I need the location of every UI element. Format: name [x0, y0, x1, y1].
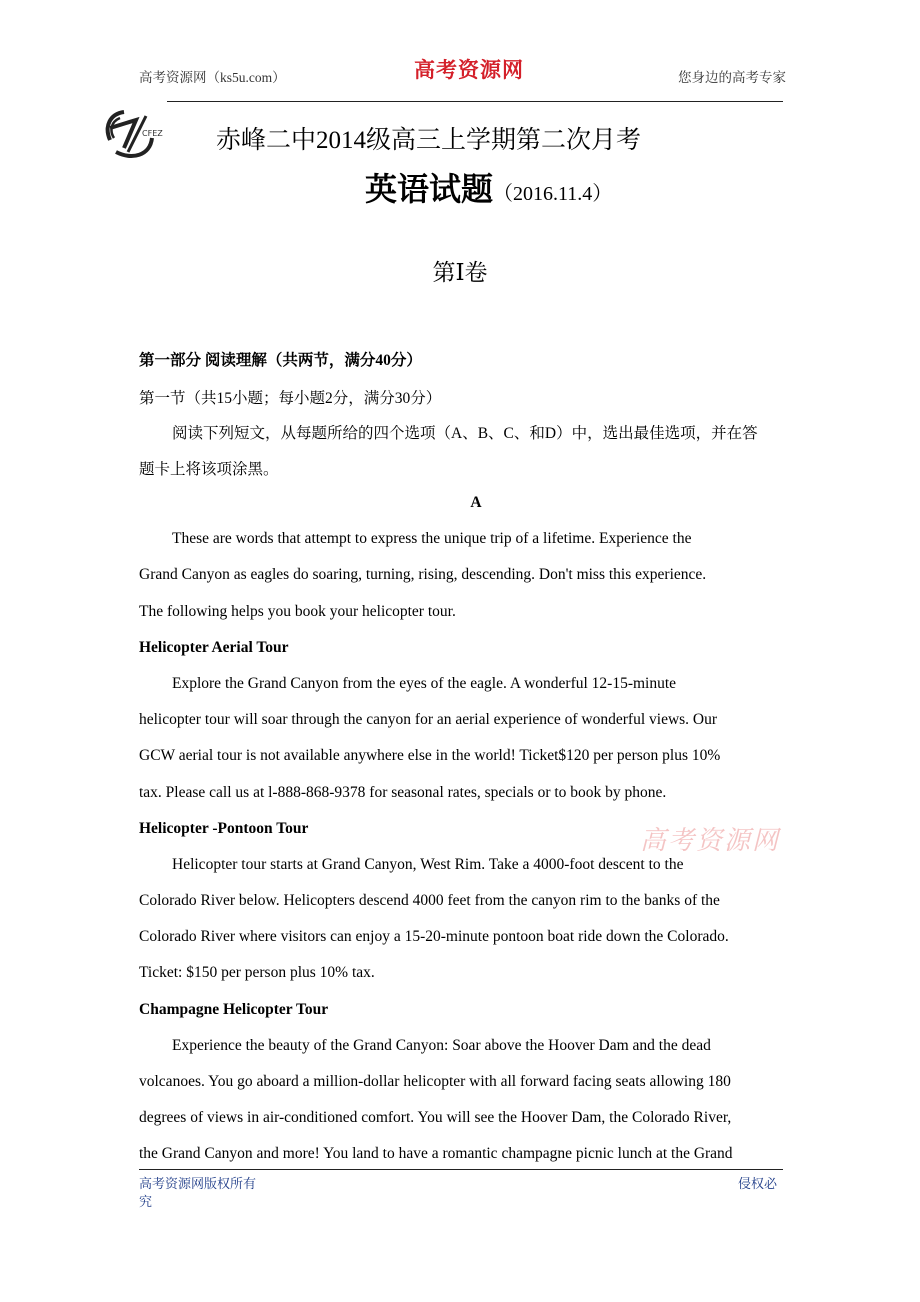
svg-text:CFEZ: CFEZ	[142, 129, 163, 138]
exam-school-title: 赤峰二中2014级高三上学期第二次月考	[216, 127, 642, 154]
volume-heading: 第Ⅰ卷	[432, 260, 488, 285]
footer-right: 侵权必	[738, 1176, 778, 1191]
school-logo	[102, 108, 166, 166]
instruction-line: 题卡上将该项涂黑。	[139, 461, 279, 478]
intro-line: The following helps you book your helicopter tour.	[139, 602, 456, 620]
passage-label: A	[470, 494, 482, 511]
tour-heading: Helicopter -Pontoon Tour	[139, 819, 309, 837]
footer-left: 高考资源网版权所有	[139, 1176, 257, 1191]
footer-rule	[139, 1169, 783, 1170]
header-right: 您身边的高考专家	[678, 70, 786, 85]
tour-line: Experience the beauty of the Grand Canyon: Soar above the Hoover Dam and the dead	[172, 1036, 711, 1054]
tour-heading: Helicopter Aerial Tour	[139, 638, 289, 656]
subsection-heading: 第一节（共15小题；每小题2分，满分30分）	[139, 390, 442, 407]
subject: 英语试题	[365, 171, 494, 207]
tour-line: tax. Please call us at l-888-868-9378 for seasonal rates, specials or to book by phone.	[139, 783, 667, 801]
exam-date: （2016.11.4）	[493, 183, 613, 205]
tour-line: Colorado River where visitors can enjoy a 15-20-minute pontoon boat ride down the Colorado.	[139, 928, 729, 946]
tour-line: GCW aerial tour is not available anywhere else in the world! Ticket$120 per person plus 10%	[139, 747, 721, 765]
brand-logo: 高考资源网	[414, 57, 524, 82]
tour-line: degrees of views in air-conditioned comfort. You will see the Hoover Dam, the Colorado River,	[139, 1109, 732, 1127]
watermark: 高考资源网	[640, 826, 781, 855]
tour-line: the Grand Canyon and more! You land to have a romantic champagne picnic lunch at the Grand	[139, 1145, 733, 1163]
tour-line: Colorado River below. Helicopters descend 4000 feet from the canyon rim to the banks of the	[139, 892, 720, 910]
tour-line: helicopter tour will soar through the canyon for an aerial experience of wonderful views. Our	[139, 711, 718, 729]
intro-line: Grand Canyon as eagles do soaring, turning, rising, descending. Don't miss this experience.	[139, 566, 707, 584]
tour-line: Helicopter tour starts at Grand Canyon, West Rim. Take a 4000-foot descent to the	[172, 855, 684, 873]
part-heading: 第一部分 阅读理解（共两节，满分40分）	[139, 352, 422, 369]
tour-line: Explore the Grand Canyon from the eyes of the eagle. A wonderful 12-15-minute	[172, 674, 677, 692]
tour-heading: Champagne Helicopter Tour	[139, 1000, 329, 1018]
school-logo-icon	[102, 108, 166, 166]
footer-left-cont: 究	[139, 1194, 153, 1209]
tour-line: volcanoes. You go aboard a million-dollar helicopter with all forward facing seats allowing 180	[139, 1073, 731, 1090]
header-rule	[167, 101, 783, 102]
header-left: 高考资源网（ks5u.com）	[139, 70, 286, 85]
intro-line: These are words that attempt to express the unique trip of a lifetime. Experience the	[172, 530, 692, 548]
instruction-line: 阅读下列短文，从每题所给的四个选项（A、B、C、和D）中，选出最佳选项，并在答	[172, 425, 758, 442]
tour-line: Ticket: $150 per person plus 10% tax.	[139, 964, 375, 982]
exam-subject-title	[365, 164, 612, 210]
